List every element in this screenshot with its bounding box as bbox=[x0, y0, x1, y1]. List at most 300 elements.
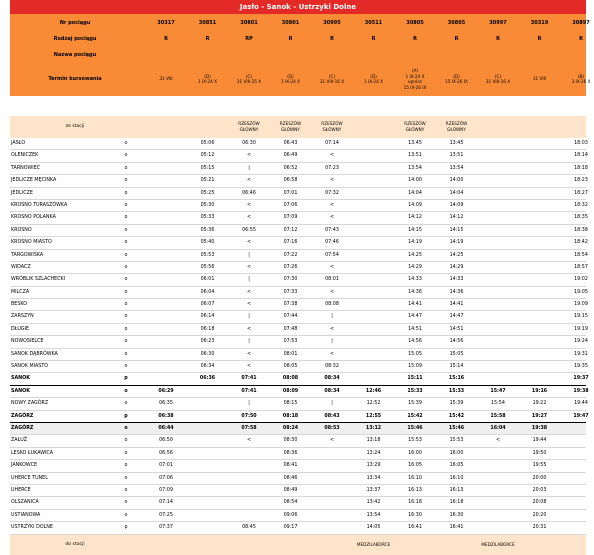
table-row bbox=[10, 212, 586, 224]
time-cell: 07:53 bbox=[283, 339, 298, 345]
time-cell: 06:44 bbox=[158, 425, 174, 431]
time-cell: 18:14 bbox=[574, 153, 588, 159]
time-cell: 16:41 bbox=[449, 525, 464, 531]
train-days-line: 1 IX-24 X bbox=[405, 73, 425, 79]
train-days-line: (C) bbox=[245, 73, 253, 79]
time-cell: 07:32 bbox=[325, 190, 339, 196]
train-days-line: (A) bbox=[411, 68, 419, 73]
table-row bbox=[10, 485, 586, 497]
time-cell: 18:32 bbox=[574, 202, 588, 208]
time-cell: 06:52 bbox=[283, 165, 298, 171]
time-cell: 14:15 bbox=[408, 227, 422, 233]
time-cell: 09:06 bbox=[283, 512, 298, 518]
train-number: 30995 bbox=[323, 20, 341, 26]
time-cell: 16:10 bbox=[408, 475, 422, 481]
time-cell: 15:33 bbox=[407, 388, 423, 394]
time-cell: 07:43 bbox=[325, 227, 339, 233]
train-type: RP bbox=[245, 36, 253, 42]
arrival-departure-flag: o bbox=[124, 351, 128, 357]
station-name: JANKOWCE bbox=[11, 463, 37, 469]
time-cell: 05:40 bbox=[200, 240, 215, 246]
from-station-word: RZESZÓW bbox=[404, 121, 426, 126]
time-cell: < bbox=[329, 178, 335, 184]
time-cell: 08:32 bbox=[325, 364, 339, 370]
table-row bbox=[10, 299, 586, 311]
train-days-line: 3 IX-26 X bbox=[571, 79, 591, 84]
train-days bbox=[394, 68, 436, 90]
time-cell: 16:30 bbox=[408, 512, 422, 518]
time-cell: 08:34 bbox=[324, 388, 340, 394]
time-cell: < bbox=[246, 326, 252, 332]
station-name: UHERCE TUNEL bbox=[11, 475, 48, 481]
time-cell: 07:14 bbox=[325, 141, 339, 146]
time-cell: 16:13 bbox=[449, 487, 464, 493]
station-name: UHERCE bbox=[11, 487, 31, 493]
from-station-word: GŁÓWNY bbox=[322, 127, 342, 132]
train-days bbox=[436, 74, 478, 85]
train-days bbox=[228, 74, 270, 85]
time-cell: 16:04 bbox=[490, 425, 506, 431]
time-cell: 16:05 bbox=[408, 463, 422, 469]
time-cell: < bbox=[246, 289, 252, 295]
time-cell: 19:09 bbox=[574, 302, 588, 308]
train-days-line: 1 IX-24 X bbox=[364, 79, 383, 84]
time-cell: 14:33 bbox=[408, 277, 422, 283]
arrival-departure-flag: p bbox=[124, 525, 128, 531]
time-cell: 15:39 bbox=[449, 401, 464, 407]
time-cell: 07:25 bbox=[159, 512, 173, 518]
table-row bbox=[10, 510, 586, 522]
time-cell: 15:14 bbox=[449, 364, 464, 370]
time-cell: 16:10 bbox=[449, 475, 464, 481]
time-cell: 15:47 bbox=[490, 388, 506, 394]
table-row bbox=[10, 522, 586, 534]
train-type: R bbox=[205, 36, 210, 42]
time-cell: | bbox=[331, 314, 333, 320]
time-cell: 15:33 bbox=[448, 388, 465, 394]
time-cell: 13:42 bbox=[366, 500, 381, 506]
arrival-departure-flag: o bbox=[124, 227, 128, 233]
time-cell: | bbox=[331, 401, 333, 407]
time-cell: 13:34 bbox=[366, 475, 381, 481]
table-row bbox=[10, 200, 586, 212]
time-cell: 14:29 bbox=[449, 264, 464, 270]
time-cell: 08:53 bbox=[324, 425, 340, 431]
train-days-line: 31 VIII-16 X bbox=[485, 79, 511, 84]
time-cell: 15:42 bbox=[448, 413, 465, 419]
station-name: LESKO ŁUKAWICA bbox=[11, 450, 54, 456]
time-cell: 14:56 bbox=[449, 339, 464, 345]
time-cell: 07:41 bbox=[241, 376, 257, 382]
time-cell: 06:50 bbox=[159, 438, 173, 444]
train-days-line: 1 IX-24 X bbox=[281, 79, 300, 84]
train-type: R bbox=[371, 36, 376, 42]
arrival-departure-flag: o bbox=[124, 240, 128, 246]
arrival-departure-flag: o bbox=[124, 153, 128, 159]
to-station-name: MEDZILABORCE bbox=[356, 541, 391, 547]
time-cell: 14:05 bbox=[366, 525, 381, 531]
arrival-departure-flag: o bbox=[124, 487, 128, 493]
to-station-row bbox=[10, 535, 586, 555]
time-cell: 19:37 bbox=[573, 376, 589, 382]
train-days bbox=[270, 74, 312, 85]
time-cell: 13:29 bbox=[366, 463, 381, 469]
time-cell: 07:41 bbox=[241, 388, 257, 394]
time-cell: 19:05 bbox=[574, 289, 588, 295]
train-days-line: 31 VIII-25 X bbox=[236, 79, 262, 84]
arrival-departure-flag: o bbox=[124, 512, 128, 518]
time-cell: 13:54 bbox=[408, 165, 422, 171]
arrival-departure-flag: o bbox=[124, 339, 128, 345]
table-row bbox=[10, 150, 586, 162]
time-cell: 19:35 bbox=[574, 364, 588, 370]
time-cell: 19:15 bbox=[574, 314, 588, 320]
train-number: 30805 bbox=[406, 20, 424, 26]
station-name: KROSNO MIASTO bbox=[11, 240, 52, 246]
time-cell: < bbox=[246, 202, 252, 208]
arrival-departure-flag: o bbox=[124, 475, 128, 481]
time-cell: | bbox=[248, 339, 250, 345]
from-station-name bbox=[436, 121, 478, 133]
time-cell: 14:12 bbox=[408, 215, 422, 221]
time-cell: 05:06 bbox=[200, 141, 215, 146]
train-days bbox=[353, 74, 395, 85]
time-cell: 06:35 bbox=[159, 401, 173, 407]
time-cell: 19:50 bbox=[532, 450, 547, 456]
table-row bbox=[10, 225, 586, 237]
header-gap bbox=[10, 96, 586, 116]
time-cell: < bbox=[246, 302, 252, 308]
time-cell: 06:56 bbox=[159, 450, 173, 456]
time-cell: 12:55 bbox=[365, 413, 382, 419]
arrival-departure-flag: o bbox=[124, 215, 128, 221]
time-cell: 06:30 bbox=[242, 141, 256, 146]
train-days-line: 31 VIII-16 X bbox=[319, 79, 345, 84]
from-station-word: GŁÓWNY bbox=[239, 127, 259, 132]
table-row bbox=[10, 175, 586, 187]
time-cell: 08:41 bbox=[283, 463, 298, 469]
time-cell: 08:49 bbox=[283, 487, 298, 493]
time-cell: 16:05 bbox=[449, 463, 464, 469]
arrival-departure-flag: o bbox=[124, 264, 128, 270]
time-cell: 07:26 bbox=[283, 264, 298, 270]
time-cell: 18:35 bbox=[574, 215, 588, 221]
time-cell: 07:14 bbox=[159, 500, 173, 506]
time-cell: | bbox=[331, 339, 333, 345]
train-type: R bbox=[413, 36, 417, 42]
station-name: WRÓBLIK SZLACHECKI bbox=[11, 277, 66, 283]
station-name: SANOK bbox=[11, 376, 30, 382]
time-cell: < bbox=[246, 351, 252, 357]
from-station-name bbox=[311, 121, 353, 133]
time-cell: 13:24 bbox=[366, 450, 381, 456]
timetable bbox=[10, 0, 591, 555]
time-cell: 07:48 bbox=[283, 326, 298, 332]
time-cell: | bbox=[248, 401, 250, 407]
time-cell: 07:50 bbox=[241, 413, 257, 419]
header-label-nr: Nr pociągu bbox=[59, 20, 91, 26]
station-name: DŁUGIE bbox=[11, 326, 30, 332]
arrival-departure-flag: o bbox=[124, 364, 128, 370]
train-days-line: (C) bbox=[494, 73, 502, 79]
time-cell: 14:51 bbox=[408, 326, 422, 332]
time-cell: 07:37 bbox=[159, 525, 173, 531]
time-cell: 18:27 bbox=[574, 190, 588, 196]
time-cell: 08:54 bbox=[283, 500, 298, 506]
time-cell: 05:12 bbox=[200, 153, 215, 159]
train-days-line: 31 VIII bbox=[159, 76, 173, 82]
time-cell: 08:01 bbox=[283, 351, 298, 357]
arrival-departure-flag: o bbox=[124, 425, 128, 431]
train-number: 30317 bbox=[157, 20, 175, 26]
time-cell: 20:03 bbox=[532, 487, 547, 493]
train-days-line: 1 IX-24 X bbox=[198, 79, 217, 84]
header-label-termin: Termin kursowania bbox=[48, 76, 102, 82]
arrival-departure-flag: o bbox=[124, 141, 128, 146]
station-name: OLSZANICA bbox=[11, 500, 39, 506]
station-name: JEDLICZE bbox=[11, 190, 33, 196]
header-row-nazwa bbox=[10, 50, 586, 60]
time-cell: 06:43 bbox=[283, 141, 298, 146]
station-name: ZARSZYN bbox=[11, 314, 34, 320]
table-row bbox=[10, 460, 586, 472]
time-cell: < bbox=[329, 202, 335, 208]
time-cell: 07:44 bbox=[283, 314, 298, 320]
arrival-departure-flag: o bbox=[124, 401, 128, 407]
arrival-departure-flag: p bbox=[124, 413, 128, 419]
train-days bbox=[519, 76, 561, 82]
time-cell: 14:04 bbox=[408, 190, 422, 196]
station-name: KROSNO TURASZÓWKA bbox=[11, 202, 68, 208]
time-cell: < bbox=[246, 364, 252, 370]
time-cell: 19:27 bbox=[531, 413, 548, 419]
time-cell: 14:33 bbox=[449, 277, 464, 283]
time-cell: 06:38 bbox=[158, 413, 174, 419]
table-row bbox=[10, 324, 586, 336]
station-name: OLENICZEK bbox=[11, 153, 39, 159]
from-station-word: GŁÓWNY bbox=[281, 127, 300, 132]
time-cell: 15:05 bbox=[449, 351, 464, 357]
station-name: BESKO bbox=[11, 302, 28, 308]
time-cell: 14:47 bbox=[408, 314, 422, 320]
table-row bbox=[10, 237, 586, 249]
time-cell: 07:22 bbox=[283, 252, 298, 258]
time-cell: 07:09 bbox=[283, 215, 298, 221]
time-cell: 08:01 bbox=[325, 277, 339, 283]
arrival-departure-flag: o bbox=[124, 500, 128, 506]
time-cell: 07:58 bbox=[241, 425, 257, 431]
arrival-departure-flag: o bbox=[124, 326, 128, 332]
arrival-departure-flag: o bbox=[124, 450, 128, 456]
table-row bbox=[10, 138, 586, 150]
time-cell: 08:08 bbox=[325, 302, 339, 308]
time-cell: 08:43 bbox=[324, 413, 340, 419]
table-row bbox=[10, 262, 586, 274]
train-type: R bbox=[164, 36, 168, 42]
train-number: 30851 bbox=[198, 20, 217, 26]
time-cell: 07:33 bbox=[283, 289, 298, 295]
time-cell: 05:21 bbox=[200, 178, 215, 184]
time-cell: 07:54 bbox=[325, 252, 339, 258]
station-name: SANOK bbox=[11, 388, 30, 394]
time-cell: < bbox=[329, 215, 335, 221]
time-cell: 14:00 bbox=[408, 178, 422, 184]
to-station-name: MEDZILABORCE bbox=[481, 541, 515, 547]
train-days-line: oprócz bbox=[408, 79, 422, 84]
time-cell: 06:07 bbox=[200, 302, 215, 308]
train-number: 30511 bbox=[364, 20, 383, 26]
time-cell: 15:42 bbox=[407, 413, 423, 419]
time-cell: 15:05 bbox=[408, 351, 422, 357]
time-cell: 13:54 bbox=[366, 512, 381, 518]
arrival-departure-flag: o bbox=[124, 202, 128, 208]
time-cell: 14:00 bbox=[449, 178, 464, 184]
train-number: 30805 bbox=[447, 20, 466, 26]
train-days-line: (C) bbox=[328, 73, 336, 79]
table-row bbox=[10, 188, 586, 200]
time-cell: | bbox=[248, 277, 250, 283]
time-cell: 14:41 bbox=[408, 302, 422, 308]
time-cell: 15:09 bbox=[408, 364, 422, 370]
train-days-line: (D) bbox=[287, 73, 294, 79]
time-cell: 19:02 bbox=[574, 277, 588, 283]
train-days-line: (D) bbox=[453, 73, 460, 79]
time-cell: 06:18 bbox=[200, 326, 215, 332]
train-number: 30319 bbox=[530, 20, 549, 26]
time-cell: 15:16 bbox=[448, 376, 465, 382]
time-cell: 16:13 bbox=[408, 487, 422, 493]
table-row bbox=[10, 336, 586, 348]
table-row bbox=[10, 398, 586, 410]
time-cell: 06:04 bbox=[200, 289, 215, 295]
table-row bbox=[10, 163, 586, 175]
time-cell: 14:25 bbox=[449, 252, 464, 258]
time-cell: 06:55 bbox=[242, 227, 256, 233]
train-days bbox=[145, 76, 187, 82]
table-row bbox=[10, 497, 586, 509]
time-cell: 18:18 bbox=[574, 165, 588, 171]
time-cell: 07:38 bbox=[283, 302, 298, 308]
time-cell: < bbox=[246, 178, 252, 184]
time-cell: 19:31 bbox=[574, 351, 588, 357]
station-name: KROSNO bbox=[11, 227, 32, 233]
time-cell: 18:57 bbox=[574, 264, 588, 270]
train-number: 30801 bbox=[281, 20, 300, 26]
time-cell: 13:18 bbox=[366, 438, 381, 444]
arrival-departure-flag: o bbox=[124, 252, 128, 258]
train-days bbox=[311, 74, 353, 85]
time-cell: 14:25 bbox=[408, 252, 422, 258]
time-cell: 19:19 bbox=[574, 326, 588, 332]
train-number: 30801 bbox=[240, 20, 258, 26]
train-days bbox=[187, 74, 229, 85]
header-label-rodzaj: Rodzaj pociągu bbox=[53, 36, 97, 42]
time-cell: 06:36 bbox=[199, 376, 216, 382]
time-cell: 06:34 bbox=[200, 364, 215, 370]
time-cell: 18:54 bbox=[574, 252, 588, 258]
time-cell: 18:42 bbox=[574, 240, 588, 246]
time-cell: 15:11 bbox=[407, 376, 423, 382]
header-label-nazwa: Nazwa pociągu bbox=[53, 52, 97, 58]
time-cell: 14:56 bbox=[408, 339, 422, 345]
time-cell: | bbox=[248, 314, 250, 320]
table-row bbox=[10, 473, 586, 485]
time-cell: 15:54 bbox=[491, 401, 505, 407]
time-cell: 08:08 bbox=[282, 376, 299, 382]
time-cell: 14:36 bbox=[408, 289, 422, 295]
time-cell: < bbox=[329, 351, 335, 357]
time-cell: 19:38 bbox=[573, 388, 589, 394]
station-name: ZAGÓRZ bbox=[11, 425, 34, 431]
time-cell: 06:49 bbox=[283, 153, 298, 159]
time-cell: 14:41 bbox=[449, 302, 464, 308]
time-cell: 14:51 bbox=[449, 326, 464, 332]
time-cell: 16:30 bbox=[449, 512, 464, 518]
time-cell: 08:24 bbox=[282, 425, 299, 431]
table-row bbox=[10, 349, 586, 361]
timetable-header bbox=[10, 14, 591, 96]
time-cell: | bbox=[248, 252, 250, 258]
arrival-departure-flag: o bbox=[124, 165, 128, 171]
from-station-row bbox=[10, 116, 586, 138]
time-cell: 16:18 bbox=[449, 500, 464, 506]
time-cell: 07:16 bbox=[283, 240, 298, 246]
time-cell: 08:15 bbox=[283, 401, 298, 407]
time-cell: 07:12 bbox=[283, 227, 298, 233]
station-name: WIDACZ bbox=[11, 264, 31, 270]
time-cell: 14:09 bbox=[449, 202, 464, 208]
table-row bbox=[10, 311, 586, 323]
table-row bbox=[10, 361, 586, 373]
time-cell: 19:16 bbox=[531, 388, 548, 394]
station-name: NOWOSIELCE bbox=[11, 339, 44, 345]
arrival-departure-flag: o bbox=[124, 388, 128, 394]
time-cell: 07:30 bbox=[283, 277, 298, 283]
time-cell: < bbox=[246, 153, 252, 159]
train-type: R bbox=[496, 36, 500, 42]
time-cell: 08:09 bbox=[282, 388, 299, 394]
time-cell: 08:46 bbox=[283, 475, 298, 481]
from-station-word: RZESZÓW bbox=[279, 121, 302, 126]
station-name: ZAŁUŻ bbox=[11, 438, 28, 444]
time-cell: 13:12 bbox=[365, 425, 382, 431]
station-name: TARGOWISKA bbox=[11, 252, 44, 258]
time-cell: < bbox=[329, 264, 335, 270]
time-cell: 16:00 bbox=[449, 450, 464, 456]
time-cell: 05:56 bbox=[200, 264, 215, 270]
table-row bbox=[10, 448, 586, 460]
arrival-departure-flag: o bbox=[124, 302, 128, 308]
time-cell: 14:36 bbox=[449, 289, 464, 295]
time-cell: | bbox=[248, 165, 250, 171]
time-cell: 15:58 bbox=[490, 413, 506, 419]
time-cell: 15:46 bbox=[407, 425, 423, 431]
arrival-departure-flag: o bbox=[124, 463, 128, 469]
table-row bbox=[10, 287, 586, 299]
train-number: 30897 bbox=[572, 20, 590, 26]
time-cell: 19:22 bbox=[532, 401, 547, 407]
time-cell: 14:15 bbox=[449, 227, 464, 233]
time-cell: 20:08 bbox=[532, 500, 547, 506]
time-cell: < bbox=[329, 153, 335, 159]
time-cell: 07:06 bbox=[283, 202, 298, 208]
table-row bbox=[10, 435, 586, 447]
time-cell: 15:39 bbox=[408, 401, 422, 407]
station-name: ZAGÓRZ bbox=[11, 413, 34, 419]
time-cell: < bbox=[495, 438, 501, 444]
table-row bbox=[10, 386, 589, 398]
train-type: R bbox=[288, 36, 293, 42]
